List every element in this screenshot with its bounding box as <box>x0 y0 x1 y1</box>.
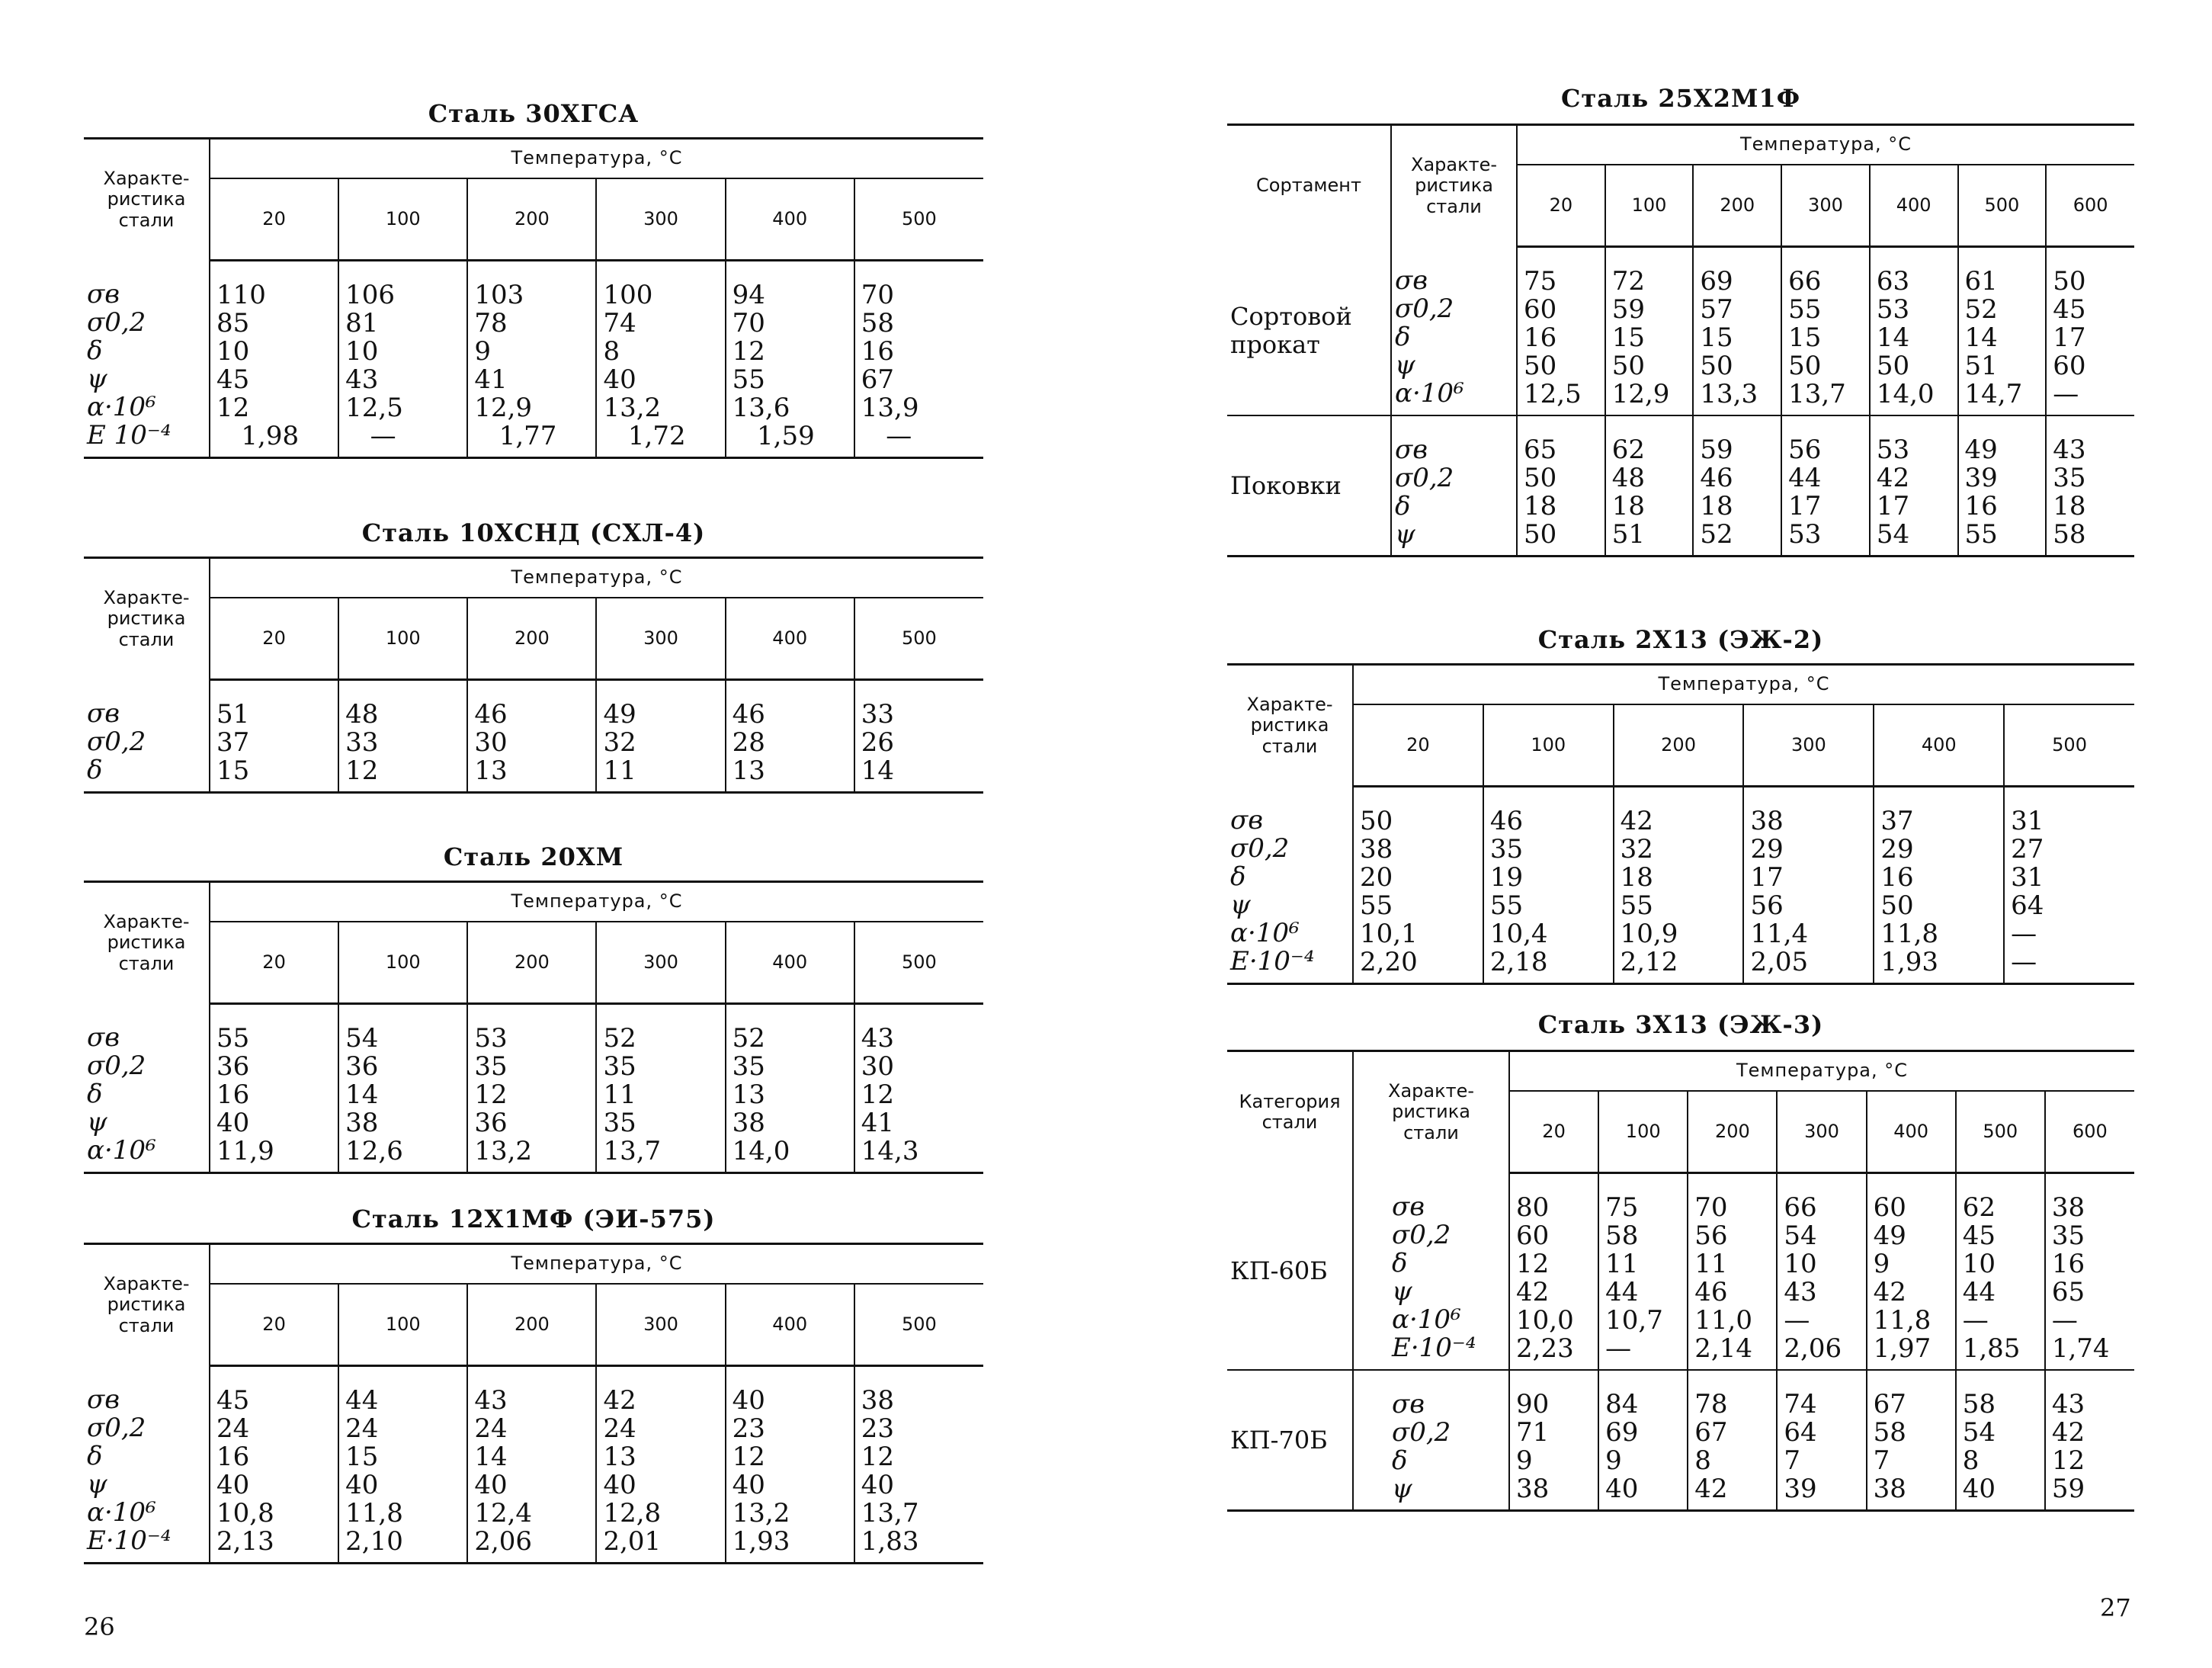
table-title: Сталь 20ХМ <box>443 842 624 871</box>
table-row <box>1227 1370 2134 1511</box>
temp-col-header: 100 <box>1598 1091 1688 1173</box>
temp-col-header: 400 <box>1874 704 2004 787</box>
temp-col-header: 400 <box>726 598 854 680</box>
temp-col-header: 400 <box>726 922 854 1004</box>
table-row <box>84 1366 983 1564</box>
value-column: 44 24 15 40 11,8 2,10 <box>338 1366 467 1564</box>
table-row <box>1227 415 2134 557</box>
value-column: 46 28 13 <box>726 680 854 793</box>
value-column: 33 26 14 <box>861 699 895 786</box>
value-column: 90 71 9 38 <box>1509 1370 1598 1511</box>
value-column: 43 30 12 41 14,3 <box>861 1023 919 1166</box>
temp-col-header: 20 <box>1509 1091 1598 1173</box>
properties-table <box>84 881 983 1174</box>
characteristic-header: Характе- ристика стали <box>1227 665 1353 787</box>
table-12x1mf <box>84 1204 983 1564</box>
characteristic-header: Характе- ристика стали <box>84 558 210 680</box>
value-column: 43 35 18 58 <box>2046 415 2134 557</box>
value-column: 43 42 12 59 <box>2045 1370 2134 1511</box>
temp-col-header: 500 <box>854 922 983 1004</box>
value-column: 58 54 8 40 <box>1956 1370 2045 1511</box>
property-labels: σв σ0,2 δ ψ α·10⁶ E·10⁻⁴ <box>1353 1173 1509 1371</box>
value-column: 62 48 18 51 <box>1605 415 1694 557</box>
value-column: 54 36 14 38 12,6 <box>338 1004 467 1173</box>
table-10xsnd <box>84 518 983 794</box>
temp-col-header: 20 <box>1517 165 1605 247</box>
temp-col-header: 500 <box>854 178 983 261</box>
value-column: 31 27 31 64 — — <box>2011 806 2044 977</box>
temp-col-header: 100 <box>338 178 467 261</box>
table-row <box>84 1004 983 1173</box>
value-column: 52 35 11 35 13,7 <box>596 1004 725 1173</box>
characteristic-header: Характе- ристика стали <box>1391 125 1517 247</box>
value-column: 72 59 15 50 12,9 <box>1605 247 1694 416</box>
value-column: 50 45 17 60 — <box>2053 266 2086 409</box>
value-column: 67 58 7 38 <box>1867 1370 1956 1511</box>
value-column: 38 35 16 65 — 1,74 <box>2051 1192 2110 1364</box>
table-title: Сталь 10ХСНД (СХЛ-4) <box>361 518 706 547</box>
value-column: 78 67 8 42 <box>1688 1370 1777 1511</box>
page-number-left: 26 <box>84 1612 115 1641</box>
value-column: 48 33 12 <box>338 680 467 793</box>
temp-col-header: 100 <box>1483 704 1614 787</box>
temp-col-header: 200 <box>1693 165 1781 247</box>
value-column: 50 38 20 55 10,1 2,20 <box>1353 787 1483 984</box>
value-column: 51 37 15 <box>210 680 338 793</box>
value-column: 38 29 17 56 11,4 2,05 <box>1743 787 1874 984</box>
temp-col-header: 500 <box>854 598 983 680</box>
temp-col-header: 500 <box>1956 1091 2045 1173</box>
temp-col-header: 200 <box>1614 704 1744 787</box>
table-3x13 <box>1227 1010 2134 1512</box>
value-column: 75 58 11 44 10,7 — <box>1598 1173 1688 1371</box>
category-cell: КП-60Б <box>1227 1173 1353 1371</box>
value-column: 43 24 14 40 12,4 2,06 <box>467 1366 596 1564</box>
value-column: 46 30 13 <box>467 680 596 793</box>
temp-col-header: 300 <box>1743 704 1874 787</box>
temp-col-header: 300 <box>596 1284 725 1366</box>
table-30xgsa <box>84 99 983 459</box>
value-column: 53 35 12 36 13,2 <box>467 1004 596 1173</box>
temp-col-header: 500 <box>1958 165 2047 247</box>
temp-col-header: 400 <box>726 1284 854 1366</box>
value-column: 55 36 16 40 11,9 <box>210 1004 338 1173</box>
value-column: 66 54 10 43 — 2,06 <box>1777 1173 1866 1371</box>
temp-col-header: 20 <box>1353 704 1483 787</box>
property-labels: σв σ0,2 δ ψ α·10⁶ E 10⁻⁴ <box>84 261 210 458</box>
table-title: Сталь 25Х2М1Ф <box>1560 84 1801 113</box>
value-column: 66 55 15 50 13,7 <box>1781 247 1870 416</box>
value-column: 69 57 15 50 13,3 <box>1693 247 1781 416</box>
property-labels: σв σ0,2 δ ψ α·10⁶ <box>1391 247 1517 416</box>
category-cell: КП-70Б <box>1227 1370 1353 1511</box>
value-column: 75 60 16 50 12,5 <box>1517 247 1605 416</box>
temp-col-header: 200 <box>467 598 596 680</box>
temp-col-header: 300 <box>596 598 725 680</box>
value-column: 103 78 9 41 12,9 1,77 <box>467 261 596 458</box>
property-labels: σв σ0,2 δ ψ <box>1391 415 1517 557</box>
property-labels: σв σ0,2 δ ψ α·10⁶ E·10⁻⁴ <box>84 1366 210 1564</box>
table-title: Сталь 12Х1МФ (ЭИ-575) <box>351 1204 716 1233</box>
temperature-header: Температура, °С <box>1509 1051 2134 1092</box>
value-column: 62 45 10 44 — 1,85 <box>1956 1173 2045 1371</box>
properties-table <box>1227 123 2134 557</box>
value-column: 100 74 8 40 13,2 1,72 <box>596 261 725 458</box>
value-column: 46 35 19 55 10,4 2,18 <box>1483 787 1614 984</box>
temp-col-header: 500 <box>2004 704 2134 787</box>
value-column: 49 39 16 55 <box>1958 415 2047 557</box>
temperature-header: Температура, °С <box>210 882 983 922</box>
temp-col-header: 400 <box>1867 1091 1956 1173</box>
temp-col-header: 600 <box>2045 1091 2134 1173</box>
value-column: 42 32 18 55 10,9 2,12 <box>1614 787 1744 984</box>
table-row <box>84 680 983 793</box>
value-column: 52 35 13 38 14,0 <box>726 1004 854 1173</box>
property-labels: σв σ0,2 δ ψ <box>1353 1370 1509 1511</box>
value-column: 84 69 9 40 <box>1598 1370 1688 1511</box>
temp-col-header: 20 <box>210 922 338 1004</box>
temp-col-header: 400 <box>1870 165 1958 247</box>
characteristic-header: Характе- ристика стали <box>1353 1051 1509 1173</box>
temp-col-header: 100 <box>338 922 467 1004</box>
temp-col-header: 20 <box>210 1284 338 1366</box>
temp-col-header: 300 <box>1781 165 1870 247</box>
table-row <box>84 261 983 458</box>
characteristic-header: Характе- ристика стали <box>84 882 210 1004</box>
temperature-header: Температура, °С <box>210 1244 983 1285</box>
temp-col-header: 20 <box>210 598 338 680</box>
temperature-header: Температура, °С <box>210 139 983 179</box>
table-20xm <box>84 842 983 1174</box>
temp-col-header: 100 <box>1605 165 1694 247</box>
table-title: Сталь 3Х13 (ЭЖ-3) <box>1537 1010 1824 1039</box>
temp-col-header: 300 <box>596 178 725 261</box>
value-column: 61 52 14 51 14,7 <box>1958 247 2047 416</box>
temp-col-header: 200 <box>467 922 596 1004</box>
page-number-right: 27 <box>2100 1593 2131 1622</box>
value-column: 42 24 13 40 12,8 2,01 <box>596 1366 725 1564</box>
characteristic-header: Характе- ристика стали <box>84 1244 210 1366</box>
value-column: 37 29 16 50 11,8 1,93 <box>1874 787 2004 984</box>
value-column: 74 64 7 39 <box>1777 1370 1866 1511</box>
temperature-header: Температура, °С <box>1353 665 2134 705</box>
properties-table <box>1227 663 2134 985</box>
category-header: Категория стали <box>1227 1051 1353 1173</box>
temp-col-header: 20 <box>210 178 338 261</box>
table-row <box>1227 787 2134 984</box>
value-column: 53 42 17 54 <box>1870 415 1958 557</box>
value-column: 40 23 12 40 13,2 1,93 <box>726 1366 854 1564</box>
value-column: 94 70 12 55 13,6 1,59 <box>726 261 854 458</box>
temp-col-header: 200 <box>467 178 596 261</box>
value-column: 56 44 17 53 <box>1781 415 1870 557</box>
table-title: Сталь 2Х13 (ЭЖ-2) <box>1537 625 1824 654</box>
characteristic-header: Характе- ристика стали <box>84 139 210 261</box>
temp-col-header: 200 <box>1688 1091 1777 1173</box>
value-column: 49 32 11 <box>596 680 725 793</box>
category-cell: Поковки <box>1227 415 1391 557</box>
properties-table <box>84 137 983 459</box>
temp-col-header: 100 <box>338 1284 467 1366</box>
value-column: 65 50 18 50 <box>1517 415 1605 557</box>
temperature-header: Температура, °С <box>1517 125 2134 165</box>
properties-table <box>1227 1050 2134 1512</box>
temp-col-header: 500 <box>854 1284 983 1366</box>
category-cell: Сортовой прокат <box>1227 247 1391 416</box>
value-column: 63 53 14 50 14,0 <box>1870 247 1958 416</box>
table-2x13 <box>1227 625 2134 985</box>
properties-table <box>84 1243 983 1564</box>
category-header: Сортамент <box>1227 125 1391 247</box>
temp-col-header: 400 <box>726 178 854 261</box>
value-column: 45 24 16 40 10,8 2,13 <box>210 1366 338 1564</box>
value-column: 80 60 12 42 10,0 2,23 <box>1509 1173 1598 1371</box>
value-column: 70 58 16 67 13,9 — <box>861 280 919 451</box>
property-labels: σв σ0,2 δ <box>84 680 210 793</box>
value-column: 38 23 12 40 13,7 1,83 <box>861 1385 919 1557</box>
value-column: 60 49 9 42 11,8 1,97 <box>1867 1173 1956 1371</box>
temp-col-header: 300 <box>596 922 725 1004</box>
temp-col-header: 100 <box>338 598 467 680</box>
value-column: 106 81 10 43 12,5 — <box>338 261 467 458</box>
value-column: 70 56 11 46 11,0 2,14 <box>1688 1173 1777 1371</box>
table-25x2m1f <box>1227 84 2134 557</box>
value-column: 110 85 10 45 12 1,98 <box>210 261 338 458</box>
temp-col-header: 600 <box>2046 165 2134 247</box>
value-column: 59 46 18 52 <box>1693 415 1781 557</box>
temperature-header: Температура, °С <box>210 558 983 598</box>
table-row <box>1227 247 2134 416</box>
properties-table <box>84 557 983 794</box>
table-row <box>1227 1173 2134 1371</box>
temp-col-header: 200 <box>467 1284 596 1366</box>
property-labels: σв σ0,2 δ ψ α·10⁶ <box>84 1004 210 1173</box>
table-title: Сталь 30ХГСА <box>428 99 640 128</box>
property-labels: σв σ0,2 δ ψ α·10⁶ E·10⁻⁴ <box>1227 787 1353 984</box>
temp-col-header: 300 <box>1777 1091 1866 1173</box>
